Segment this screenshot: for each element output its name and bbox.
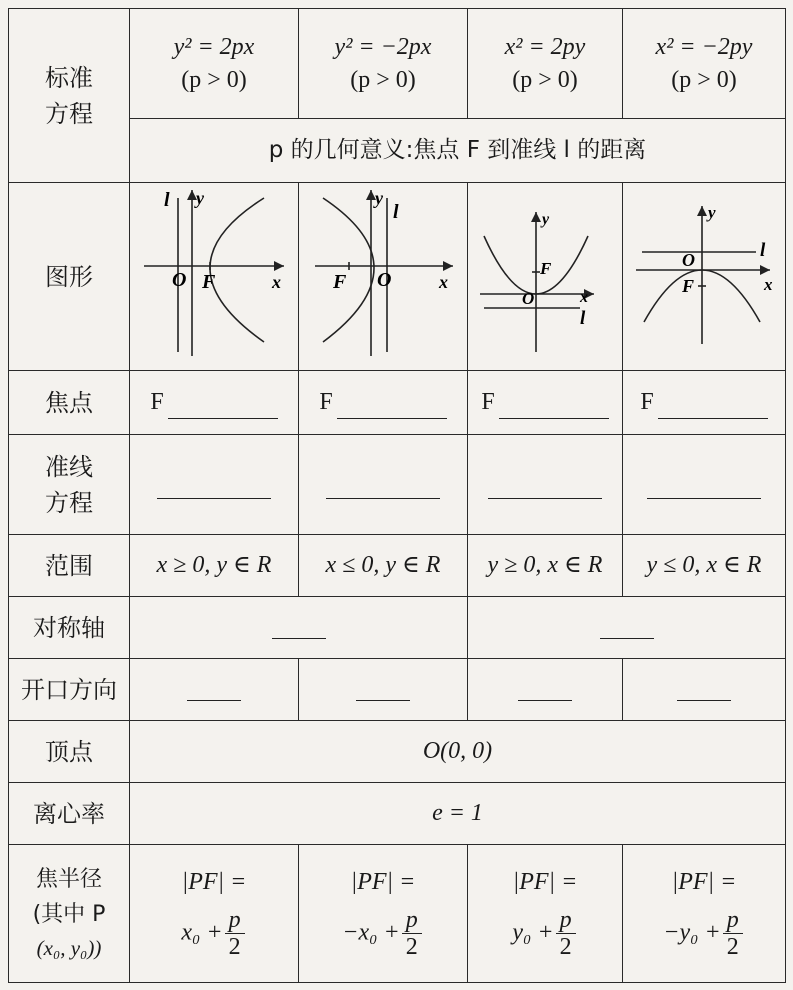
axis-cell-2: [468, 597, 786, 659]
vertex-value: O(0, 0): [130, 721, 786, 783]
focus-4-blank[interactable]: [658, 396, 768, 419]
range-row: [9, 535, 786, 597]
equation-3: x² = 2py: [504, 34, 586, 61]
equation-cell-2: [299, 9, 468, 119]
equation-label: [9, 9, 130, 183]
directrix-label-line1: 准线: [45, 452, 93, 481]
focus-1-prefix: F: [150, 389, 164, 416]
equation-row: [9, 9, 786, 119]
graph-3-focus-label: F: [540, 259, 552, 279]
equation-cell-1: [130, 9, 299, 119]
focal-radius-cell-2: [299, 845, 468, 983]
focus-2-blank[interactable]: [337, 396, 447, 419]
vertex-label: 顶点: [9, 721, 130, 783]
graph-3-x-label: x: [580, 289, 588, 307]
focus-row: [9, 371, 786, 435]
focus-3-blank[interactable]: [499, 396, 609, 419]
eccentricity-row: [9, 783, 786, 845]
graph-row: [9, 183, 786, 371]
range-cell-2: x ≤ 0, y ∈ R: [299, 535, 468, 597]
range-cell-1: x ≥ 0, y ∈ R: [130, 535, 299, 597]
focal-radius-2-fraction: $\frac{p}{2}$: [402, 907, 422, 961]
opening-row: [9, 659, 786, 721]
range-label: 范围: [9, 535, 130, 597]
focal-radius-2-pre: −x₀ +: [342, 919, 400, 946]
axis-cell-1: [130, 597, 468, 659]
graph-2-focus-label: F: [333, 271, 347, 294]
graph-3-directrix-label: l: [580, 308, 586, 330]
eccentricity-value: e = 1: [130, 783, 786, 845]
graph-1-focus-label: F: [202, 271, 216, 294]
graph-1-y-label: y: [196, 188, 204, 209]
axis-row: [9, 597, 786, 659]
properties-table: [8, 8, 786, 983]
equation-2-condition: (p > 0): [350, 66, 416, 93]
focal-radius-3-fraction: $\frac{p}{2}$: [556, 907, 576, 961]
focal-radius-4-fraction: $\frac{p}{2}$: [723, 907, 743, 961]
graph-2-directrix-label: l: [393, 201, 399, 224]
focal-radius-4-lhs: |PF| =: [671, 869, 737, 896]
graph-left-opening: [303, 184, 463, 360]
focal-radius-4-pre: −y₀ +: [663, 919, 721, 946]
opening-2-blank[interactable]: [356, 670, 410, 701]
directrix-cell-4: [623, 435, 786, 535]
focal-radius-2-lhs: |PF| =: [350, 869, 416, 896]
directrix-cell-3: [468, 435, 623, 535]
range-cell-3: y ≥ 0, x ∈ R: [468, 535, 623, 597]
directrix-2-blank[interactable]: [326, 462, 440, 499]
directrix-label-line2: 方程: [45, 488, 93, 517]
equation-1: y² = 2px: [173, 34, 255, 61]
opening-label: 开口方向: [9, 659, 130, 721]
focal-radius-1-pre: x₀ +: [181, 919, 223, 946]
focal-radius-cell-4: [623, 845, 786, 983]
focus-cell-1: [130, 371, 299, 435]
graph-4-directrix-label: l: [760, 240, 766, 262]
focus-2-prefix: F: [319, 389, 333, 416]
opening-cell-1: [130, 659, 299, 721]
eccentricity-label: 离心率: [9, 783, 130, 845]
graph-cell-2: [299, 183, 468, 371]
equation-1-condition: (p > 0): [181, 66, 247, 93]
axis-2-blank[interactable]: [600, 608, 654, 639]
directrix-4-blank[interactable]: [647, 462, 761, 499]
focus-label: 焦点: [9, 371, 130, 435]
directrix-3-blank[interactable]: [488, 462, 602, 499]
graph-cell-3: [468, 183, 623, 371]
equation-4-condition: (p > 0): [671, 66, 737, 93]
equation-4: x² = −2py: [655, 34, 753, 61]
graph-3-y-label: y: [542, 211, 550, 229]
graph-2-y-label: y: [375, 188, 383, 209]
focal-radius-cell-1: [130, 845, 299, 983]
opening-3-blank[interactable]: [518, 670, 572, 701]
graph-1-x-label: x: [272, 272, 281, 293]
graph-up-opening: [470, 184, 620, 360]
equation-2: y² = −2px: [334, 34, 432, 61]
p-meaning: p 的几何意义:焦点 F 到准线 l 的距离: [130, 119, 786, 183]
focal-radius-label-line2: (其中 P: [32, 901, 106, 927]
focus-cell-4: [623, 371, 786, 435]
directrix-1-blank[interactable]: [157, 462, 271, 499]
opening-4-blank[interactable]: [677, 670, 731, 701]
graph-1-directrix-label: l: [164, 189, 170, 212]
equation-3-condition: (p > 0): [512, 66, 578, 93]
directrix-row: [9, 435, 786, 535]
focal-radius-label: [9, 845, 130, 983]
graph-2-x-label: x: [439, 272, 448, 293]
equation-label-line2: 方程: [45, 99, 93, 128]
opening-cell-2: [299, 659, 468, 721]
opening-cell-3: [468, 659, 623, 721]
directrix-label: [9, 435, 130, 535]
parabola-properties-table: [8, 8, 785, 982]
opening-cell-4: [623, 659, 786, 721]
graph-label: 图形: [9, 183, 130, 371]
vertex-row: [9, 721, 786, 783]
graph-cell-4: [623, 183, 786, 371]
focus-cell-3: [468, 371, 623, 435]
graph-4-x-label: x: [764, 275, 773, 295]
equation-label-line1: 标准: [45, 63, 93, 92]
focal-radius-label-line1: 焦半径: [35, 866, 102, 892]
graph-4-origin-label: O: [682, 250, 695, 271]
graph-cell-1: [130, 183, 299, 371]
equation-cell-3: [468, 9, 623, 119]
graph-4-y-label: y: [708, 203, 716, 223]
directrix-cell-1: [130, 435, 299, 535]
graph-right-opening: [134, 184, 294, 360]
range-cell-4: y ≤ 0, x ∈ R: [623, 535, 786, 597]
focus-cell-2: [299, 371, 468, 435]
graph-4-focus-label: F: [682, 276, 695, 297]
equation-cell-4: [623, 9, 786, 119]
focal-radius-cell-3: [468, 845, 623, 983]
directrix-cell-2: [299, 435, 468, 535]
graph-down-opening: [626, 184, 782, 360]
focus-4-prefix: F: [640, 389, 654, 416]
focal-radius-1-fraction: $\frac{p}{2}$: [225, 907, 245, 961]
graph-1-origin-label: O: [172, 269, 187, 292]
focal-radius-row: [9, 845, 786, 983]
focal-radius-1-lhs: |PF| =: [181, 869, 247, 896]
focal-radius-label-line3: (x₀, y₀)): [36, 935, 102, 960]
graph-3-origin-label: O: [522, 289, 535, 309]
focal-radius-3-lhs: |PF| =: [512, 869, 578, 896]
graph-2-origin-label: O: [377, 269, 392, 292]
focal-radius-3-pre: y₀ +: [512, 919, 554, 946]
opening-1-blank[interactable]: [187, 670, 241, 701]
axis-label: 对称轴: [9, 597, 130, 659]
focus-1-blank[interactable]: [168, 396, 278, 419]
focus-3-prefix: F: [481, 389, 495, 416]
axis-1-blank[interactable]: [272, 608, 326, 639]
